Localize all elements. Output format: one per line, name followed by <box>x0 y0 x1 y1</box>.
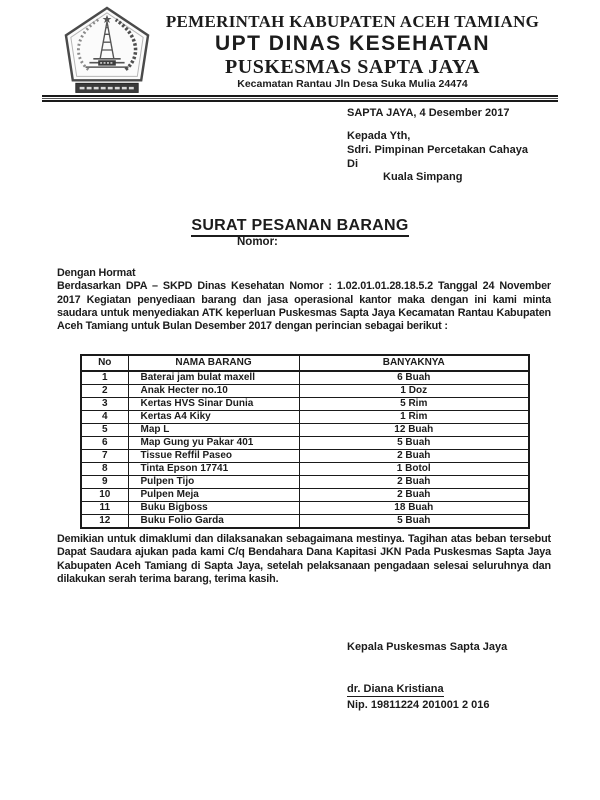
cell-name: Pulpen Tijo <box>128 476 299 489</box>
cell-name: Map L <box>128 424 299 437</box>
signer-nip: Nip. 19811224 201001 2 016 <box>347 699 490 711</box>
cell-name: Anak Hecter no.10 <box>128 385 299 398</box>
cell-no: 9 <box>81 476 128 489</box>
cell-no: 7 <box>81 450 128 463</box>
signer-name: dr. Diana Kristiana <box>347 683 444 695</box>
cell-qty: 2 Buah <box>299 476 529 489</box>
cell-no: 8 <box>81 463 128 476</box>
cell-qty: 6 Buah <box>299 371 529 385</box>
document-title: SURAT PESANAN BARANG <box>191 217 408 237</box>
cell-qty: 5 Buah <box>299 515 529 529</box>
cell-name: Kertas A4 Kiky <box>128 411 299 424</box>
letterhead-government: PEMERINTAH KABUPATEN ACEH TAMIANG <box>165 12 540 31</box>
table-row <box>81 450 529 463</box>
header-no: No <box>81 355 128 371</box>
cell-name: Pulpen Meja <box>128 489 299 502</box>
addressee-salutation: Kepada Yth, <box>347 130 411 142</box>
table-header-row <box>81 355 529 371</box>
table-row <box>81 502 529 515</box>
closing-paragraph: Demikian untuk dimaklumi dan dilaksanakan sebagaimana mestinya. Tagihan atas beban tersebut Dapat Saudara ajukan pada kami C/q Bendahara Dana Kapitasi JKN Pada Puskesmas Sapta Jaya Kabupaten Aceh Tamiang di Sapta Jaya, setelah pelaksanaan pengadaan selesai seluruhnya dan dilakukan serah terima barang, terima kasih. <box>57 533 551 585</box>
table-row <box>81 489 529 502</box>
cell-qty: 1 Botol <box>299 463 529 476</box>
letterhead-divider <box>42 95 558 102</box>
cell-no: 2 <box>81 385 128 398</box>
letterhead-address: Kecamatan Rantau Jln Desa Suka Mulia 24474 <box>237 78 468 90</box>
aceh-tamiang-crest-icon <box>64 6 150 94</box>
cell-no: 10 <box>81 489 128 502</box>
cell-qty: 18 Buah <box>299 502 529 515</box>
addressee-recipient: Sdri. Pimpinan Percetakan Cahaya <box>347 143 528 156</box>
cell-qty: 1 Doz <box>299 385 529 398</box>
cell-no: 3 <box>81 398 128 411</box>
table-row <box>81 437 529 450</box>
cell-no: 12 <box>81 515 128 529</box>
nomor-label: Nomor: <box>237 236 278 248</box>
table-row <box>81 463 529 476</box>
letterhead-office: PUSKESMAS SAPTA JAYA <box>225 56 480 78</box>
cell-qty: 2 Buah <box>299 450 529 463</box>
document-title-wrap <box>0 217 600 235</box>
cell-no: 5 <box>81 424 128 437</box>
cell-name: Baterai jam bulat maxell <box>128 371 299 385</box>
cell-no: 1 <box>81 371 128 385</box>
opening-paragraph: Berdasarkan DPA – SKPD Dinas Kesehatan Nomor : 1.02.01.01.28.18.5.2 Tanggal 24 November 2017 Kegiatan penyediaan barang dan jasa operasional kantor maka dengan ini kami minta saudara untuk menyediakan ATK keperluan Puskesmas Sapta Jaya Kecamatan Rantau Kabupaten Aceh Tamiang untuk Bulan Desember 2017 dengan perincian sebagai berikut : <box>57 280 551 333</box>
table-row <box>81 411 529 424</box>
greeting-line: Dengan Hormat <box>57 267 136 279</box>
header-banyaknya: BANYAKNYA <box>299 355 529 371</box>
cell-qty: 5 Buah <box>299 437 529 450</box>
table-row <box>81 515 529 529</box>
letterhead-text <box>150 12 555 90</box>
cell-name: Buku Folio Garda <box>128 515 299 529</box>
addressee-di: Di <box>347 157 358 170</box>
cell-qty: 2 Buah <box>299 489 529 502</box>
cell-name: Tissue Reffil Paseo <box>128 450 299 463</box>
table-row <box>81 371 529 385</box>
cell-name: Buku Bigboss <box>128 502 299 515</box>
date-line: SAPTA JAYA, 4 Desember 2017 <box>347 107 510 119</box>
cell-name: Kertas HVS Sinar Dunia <box>128 398 299 411</box>
addressee-block <box>347 130 528 185</box>
cell-name: Map Gung yu Pakar 401 <box>128 437 299 450</box>
cell-qty: 12 Buah <box>299 424 529 437</box>
opening-paragraph-block <box>57 267 551 333</box>
cell-name: Tinta Epson 17741 <box>128 463 299 476</box>
signer-position: Kepala Puskesmas Sapta Jaya <box>347 641 508 653</box>
cell-no: 4 <box>81 411 128 424</box>
table-row <box>81 424 529 437</box>
cell-qty: 1 Rim <box>299 411 529 424</box>
table-row <box>81 398 529 411</box>
letterhead-agency: UPT DINAS KESEHATAN <box>214 32 491 55</box>
table-row <box>81 476 529 489</box>
cell-no: 6 <box>81 437 128 450</box>
table-row <box>81 385 529 398</box>
header-nama-barang: NAMA BARANG <box>128 355 299 371</box>
order-items-table <box>80 354 530 529</box>
addressee-city: Kuala Simpang <box>383 171 463 184</box>
cell-qty: 5 Rim <box>299 398 529 411</box>
cell-no: 11 <box>81 502 128 515</box>
